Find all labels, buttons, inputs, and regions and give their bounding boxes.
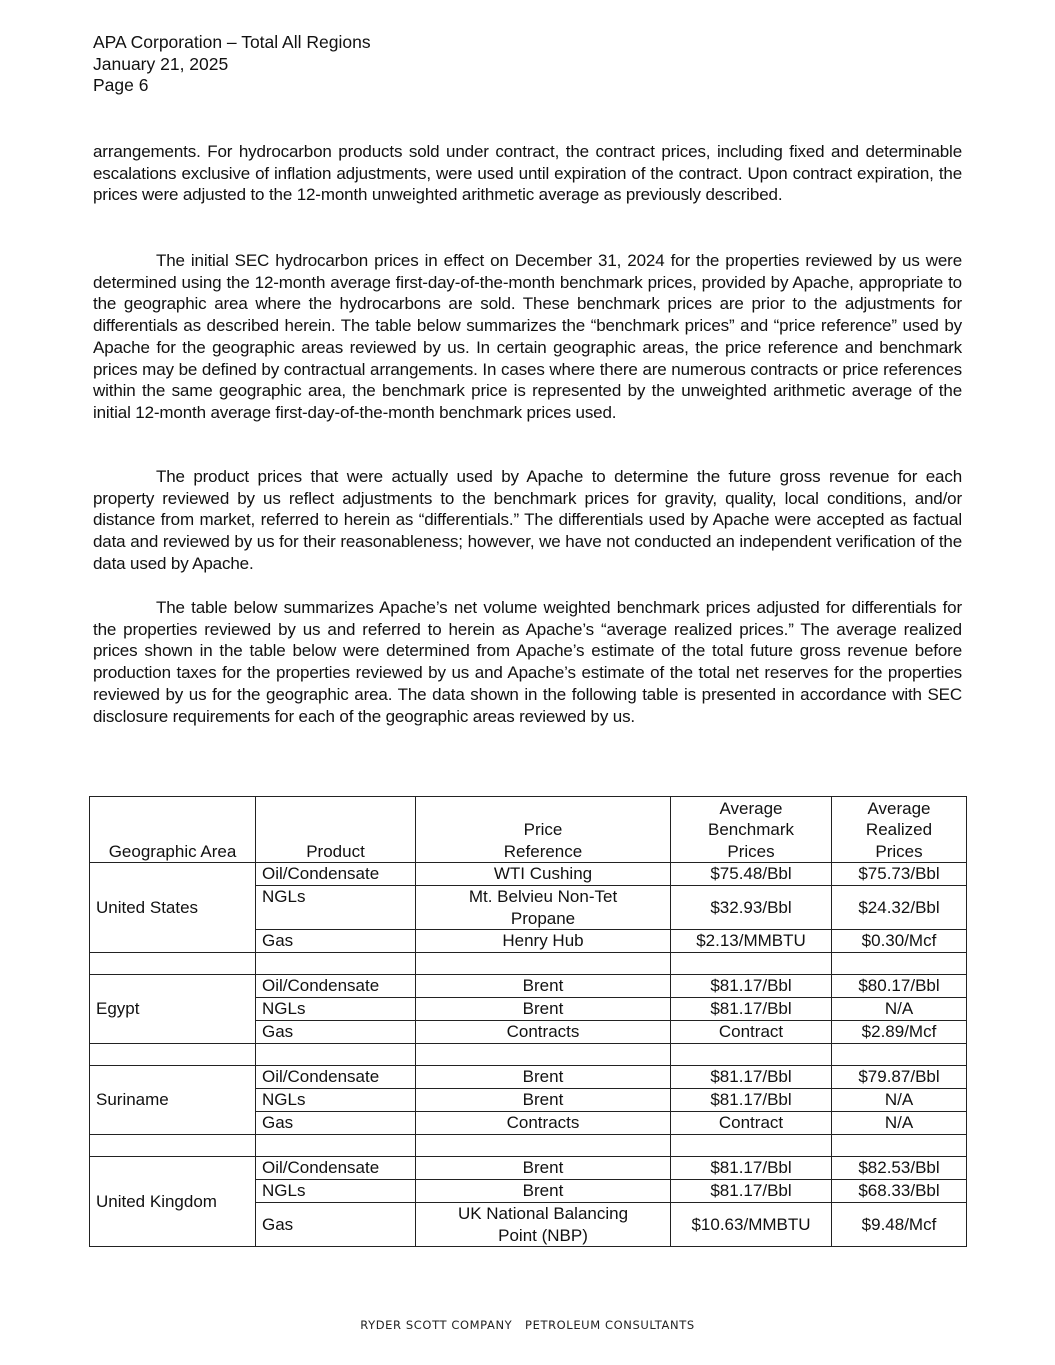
area-cell: United States xyxy=(90,863,256,953)
col-header-product xyxy=(256,797,416,863)
product-cell: Gas xyxy=(256,1112,416,1135)
product-cell: Oil/Condensate xyxy=(256,1157,416,1180)
reference-text: Mt. Belvieu Non-Tet xyxy=(468,887,618,906)
realized-cell: $82.53/Bbl xyxy=(832,1157,967,1180)
benchmark-cell: Contract xyxy=(671,1112,832,1135)
benchmark-cell: Contract xyxy=(671,1021,832,1044)
product-cell: NGLs xyxy=(256,1089,416,1112)
col-header-benchmark xyxy=(671,797,832,863)
paragraph-realized-prices: The table below summarizes Apache’s net volume weighted benchmark prices adjusted for differentials for the properties reviewed by us and referred to herein as Apache’s “average realized prices.” The average realized prices shown in the table below were determined from Apache’s estimate of the total future gross revenue before production taxes for the properties reviewed by us and Apache’s estimate of the total net reserves for the properties reviewed by us for the geographic area. The data shown in the following table is presented in accordance with SEC disclosure requirements for each of the geographic areas reviewed by us. xyxy=(93,598,962,726)
reference-cell: WTI Cushing xyxy=(416,863,671,886)
product-cell: Oil/Condensate xyxy=(256,1066,416,1089)
price-table xyxy=(89,796,967,1247)
benchmark-cell: $32.93/Bbl xyxy=(671,886,832,930)
reference-cell: Brent xyxy=(416,975,671,998)
reference-cell xyxy=(416,886,671,930)
header-text: Average xyxy=(867,798,931,818)
paragraph-sec-prices: The initial SEC hydrocarbon prices in effect on December 31, 2024 for the properties reviewed by us were determined using the 12-month average first-day-of-the-month benchmark prices, provided by Apache, appropriate to the geographic area where the hydrocarbons are sold. These benchmark prices are prior to the adjustments for differentials as described herein. The table below summarizes the “benchmark prices” and “price reference” used by Apache for the geographic areas reviewed by us. In certain geographic areas, the price reference and benchmark prices may be defined by contractual arrangements. In cases where there are numerous contracts or price references within the same geographic area, the benchmark price is represented by the unweighted arithmetic average of the initial 12-month average first-day-of-the-month benchmark prices used. xyxy=(93,251,962,422)
realized-cell: N/A xyxy=(832,998,967,1021)
realized-cell: $68.33/Bbl xyxy=(832,1180,967,1203)
header-text: Product xyxy=(306,841,365,861)
reference-text: Propane xyxy=(510,908,576,928)
header-text: Geographic Area xyxy=(108,841,237,861)
reference-cell: Brent xyxy=(416,998,671,1021)
reference-cell: Brent xyxy=(416,1180,671,1203)
paragraph-contract-prices: arrangements. For hydrocarbon products sold under contract, the contract prices, including fixed and determinable escalations exclusive of inflation adjustments, were used until expiration of the contract. Upon contract expiration, the prices were adjusted to the 12-month unweighted arithmetic average as previously described. xyxy=(93,142,962,205)
realized-cell: N/A xyxy=(832,1089,967,1112)
benchmark-cell: $81.17/Bbl xyxy=(671,1157,832,1180)
col-header-reference xyxy=(416,797,671,863)
product-cell: Gas xyxy=(256,930,416,953)
realized-cell: $0.30/Mcf xyxy=(832,930,967,953)
realized-cell: $2.89/Mcf xyxy=(832,1021,967,1044)
col-header-realized xyxy=(832,797,967,863)
realized-cell: $75.73/Bbl xyxy=(832,863,967,886)
header-text: Average xyxy=(719,798,783,818)
product-cell: Oil/Condensate xyxy=(256,975,416,998)
product-cell: Oil/Condensate xyxy=(256,863,416,886)
page-header xyxy=(93,32,371,97)
reference-cell: Brent xyxy=(416,1066,671,1089)
reference-cell xyxy=(416,1203,671,1247)
reference-cell: Contracts xyxy=(416,1112,671,1135)
col-header-area xyxy=(90,797,256,863)
spacer-row xyxy=(90,1044,967,1066)
product-cell: Gas xyxy=(256,1203,416,1247)
table-row xyxy=(90,1157,967,1180)
header-text: Prices xyxy=(875,841,923,861)
area-cell: Suriname xyxy=(90,1066,256,1135)
realized-cell: $80.17/Bbl xyxy=(832,975,967,998)
realized-cell: $24.32/Bbl xyxy=(832,886,967,930)
table-row xyxy=(90,1066,967,1089)
realized-cell: N/A xyxy=(832,1112,967,1135)
page-number: Page 6 xyxy=(93,75,149,95)
realized-cell: $9.48/Mcf xyxy=(832,1203,967,1247)
reference-cell: Brent xyxy=(416,1157,671,1180)
benchmark-cell: $75.48/Bbl xyxy=(671,863,832,886)
table-header-row xyxy=(90,797,967,863)
table-row xyxy=(90,975,967,998)
benchmark-cell: $81.17/Bbl xyxy=(671,1180,832,1203)
company-title: APA Corporation – Total All Regions xyxy=(93,32,371,52)
spacer-row xyxy=(90,1135,967,1157)
benchmark-cell: $81.17/Bbl xyxy=(671,1089,832,1112)
product-cell: NGLs xyxy=(256,886,416,930)
realized-cell: $79.87/Bbl xyxy=(832,1066,967,1089)
header-text: Price xyxy=(523,820,563,839)
benchmark-cell: $10.63/MMBTU xyxy=(671,1203,832,1247)
reference-cell: Brent xyxy=(416,1089,671,1112)
product-cell: NGLs xyxy=(256,998,416,1021)
area-cell: United Kingdom xyxy=(90,1157,256,1247)
benchmark-cell: $2.13/MMBTU xyxy=(671,930,832,953)
area-cell: Egypt xyxy=(90,975,256,1044)
reference-cell: Henry Hub xyxy=(416,930,671,953)
product-cell: NGLs xyxy=(256,1180,416,1203)
product-cell: Gas xyxy=(256,1021,416,1044)
table-row xyxy=(90,863,967,886)
report-date: January 21, 2025 xyxy=(93,53,229,74)
paragraph-differentials: The product prices that were actually used by Apache to determine the future gross revenue for each property reviewed by us reflect adjustments to the benchmark prices for gravity, quality, local conditions, and/or distance from market, referred to herein as “differentials.” The differentials used by Apache were accepted as factual data and reviewed by us for their reasonableness; however, we have not conducted an independent verification of the data used by Apache. xyxy=(93,467,962,573)
header-text: Prices xyxy=(727,841,775,861)
reference-text: Point (NBP) xyxy=(498,1225,588,1245)
reference-text: UK National Balancing xyxy=(457,1204,629,1223)
header-text: Reference xyxy=(503,841,583,861)
benchmark-cell: $81.17/Bbl xyxy=(671,975,832,998)
header-text: Realized xyxy=(865,820,933,839)
benchmark-cell: $81.17/Bbl xyxy=(671,1066,832,1089)
page-footer: RYDER SCOTT COMPANY PETROLEUM CONSULTANTS xyxy=(360,1318,695,1332)
benchmark-cell: $81.17/Bbl xyxy=(671,998,832,1021)
reference-cell: Contracts xyxy=(416,1021,671,1044)
header-text: Benchmark xyxy=(708,820,794,839)
spacer-row xyxy=(90,953,967,975)
